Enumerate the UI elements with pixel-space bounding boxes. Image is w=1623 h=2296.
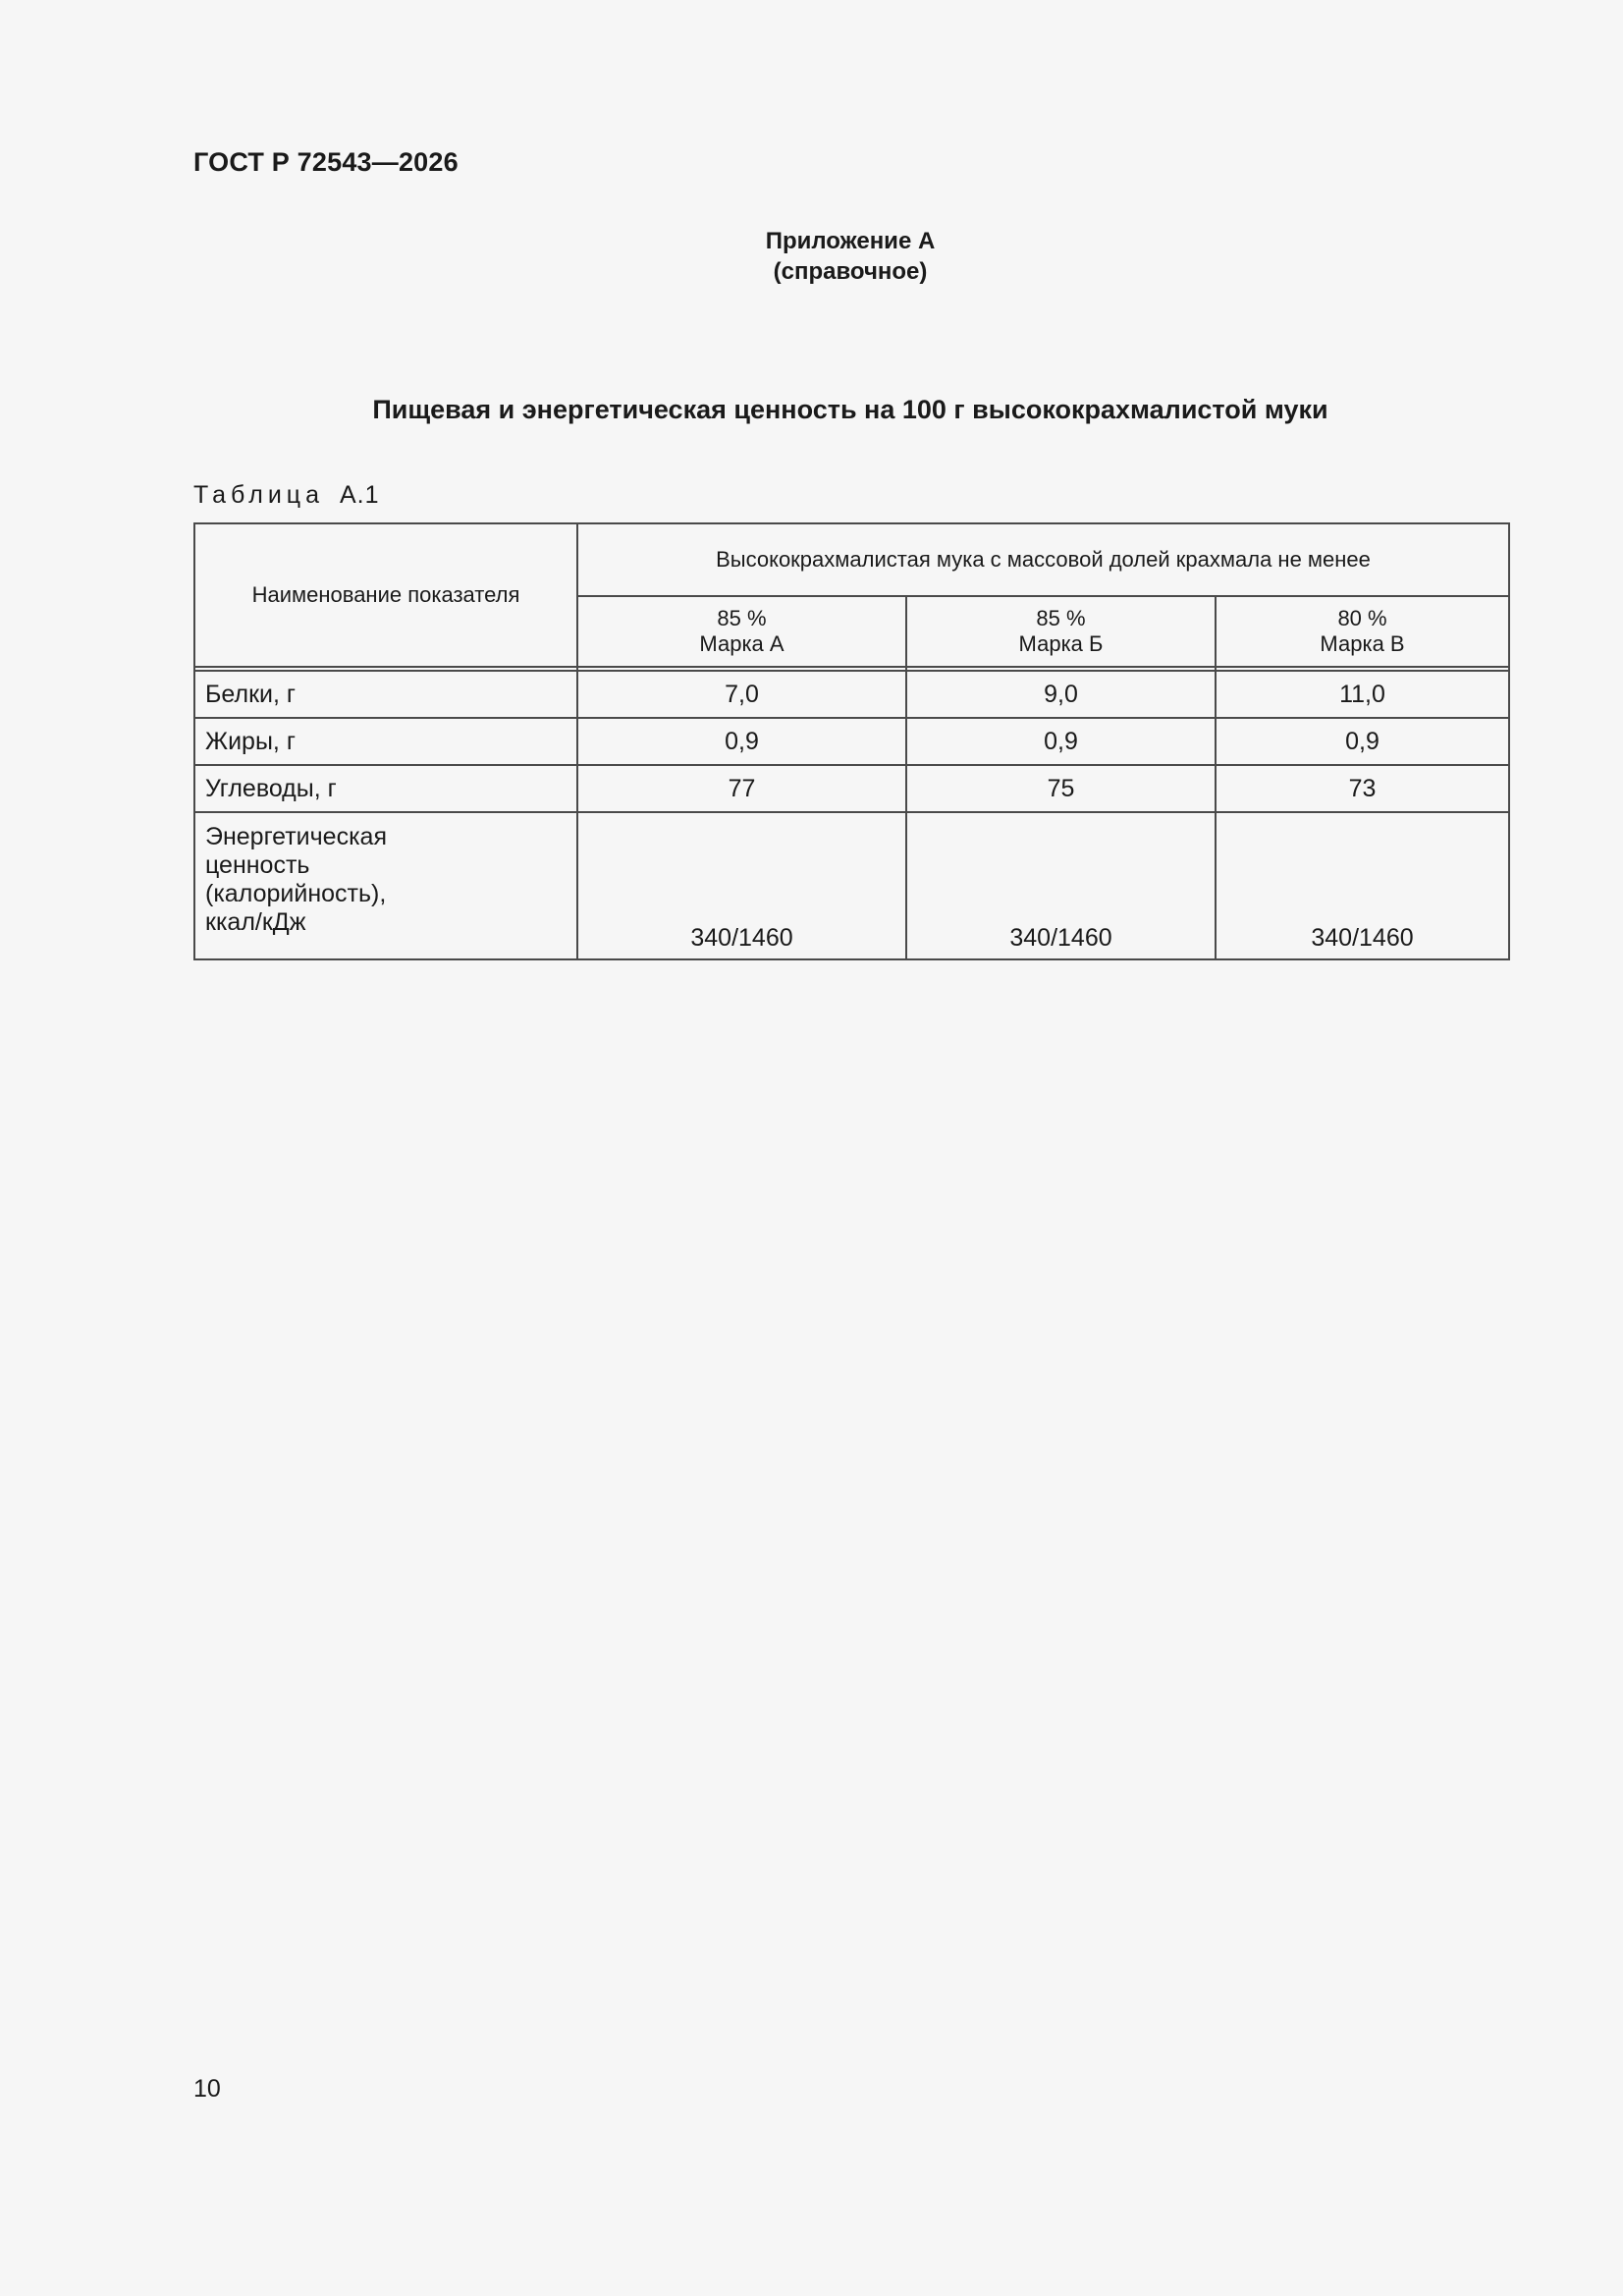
grade-label: Марка А	[699, 631, 784, 656]
table-row-energy	[194, 812, 1509, 959]
table-caption-word: Таблица	[193, 481, 325, 509]
value-cell: 7,0	[577, 671, 906, 718]
grade-percent: 85 %	[717, 606, 767, 630]
row-name-line: Энергетическая	[205, 823, 387, 850]
grade-percent: 85 %	[1036, 606, 1086, 630]
grade-header-cell	[1216, 596, 1509, 667]
grade-header-cell	[577, 596, 906, 667]
appendix-title: Приложение А	[765, 228, 936, 254]
grade-label: Марка Б	[1018, 631, 1104, 656]
table-row	[194, 765, 1509, 812]
table-caption	[193, 481, 380, 510]
section-title: Пищевая и энергетическая ценность на 100 г высококрахмалистой муки	[372, 395, 1328, 424]
grade-percent: 80 %	[1337, 606, 1387, 630]
value-cell: 11,0	[1216, 671, 1509, 718]
value-cell: 9,0	[906, 671, 1216, 718]
document-code: ГОСТ Р 72543—2026	[193, 147, 459, 177]
row-name-cell	[194, 812, 577, 959]
table-header-row-1	[194, 523, 1509, 596]
grade-header-cell	[906, 596, 1216, 667]
value-cell: 77	[577, 765, 906, 812]
value-cell: 340/1460	[577, 812, 906, 959]
row-name-line: (калорийность),	[205, 880, 387, 907]
value-cell: 340/1460	[1216, 812, 1509, 959]
row-name-line: ккал/кДж	[205, 908, 306, 936]
group-header-cell: Высококрахмалистая мука с массовой долей крахмала не менее	[577, 523, 1509, 596]
value-cell: 75	[906, 765, 1216, 812]
row-name-cell: Углеводы, г	[194, 765, 577, 812]
nutrition-table	[193, 522, 1510, 960]
row-name-line: ценность	[205, 851, 310, 879]
appendix-subtitle: (справочное)	[773, 258, 928, 285]
row-name-cell: Жиры, г	[194, 718, 577, 765]
value-cell: 340/1460	[906, 812, 1216, 959]
value-cell: 0,9	[1216, 718, 1509, 765]
table-row	[194, 718, 1509, 765]
row-name-cell: Белки, г	[194, 671, 577, 718]
appendix-heading	[0, 226, 1623, 287]
value-cell: 0,9	[577, 718, 906, 765]
table-row	[194, 671, 1509, 718]
page-number: 10	[193, 2075, 221, 2103]
table-caption-number: А.1	[339, 481, 380, 509]
param-header-cell: Наименование показателя	[194, 523, 577, 667]
value-cell: 0,9	[906, 718, 1216, 765]
value-cell: 73	[1216, 765, 1509, 812]
grade-label: Марка В	[1320, 631, 1405, 656]
